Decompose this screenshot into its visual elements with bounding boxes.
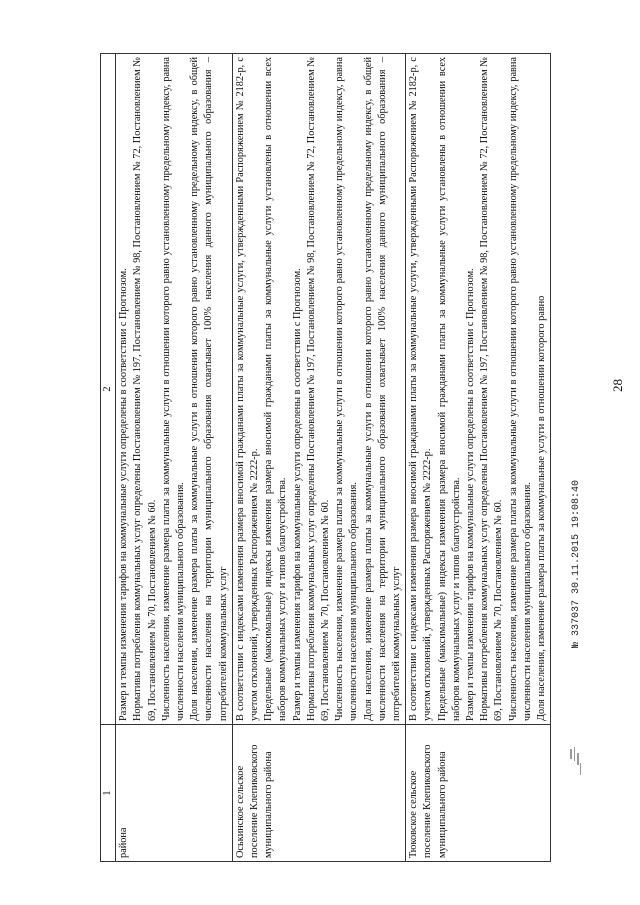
column-header-1: 1 [101,725,116,862]
row-paragraph: Нормативы потребления коммунальных услуг определены Постановлением № 197, Постановлением № 98, Постановлением № 72, Постановлением № 69, Постановлением № 70, Постановлением № 60. [305,57,332,721]
row-paragraph: Размер и темпы изменения тарифов на коммунальные услуги определены в соответствии с Прогнозом. [291,268,303,721]
faint-seal-mark [568,745,584,781]
row-paragraph: Предельные (максимальные) индексы изменения размера вносимой гражданами платы за коммунальные услуги установлены в отношении всех наборов коммунальных услуг и типов благоустройства. [436,57,462,721]
page-number: 28 [610,379,625,392]
row-paragraph: Нормативы потребления коммунальных услуг определены Постановлением № 197, Постановлением № 98, Постановлением № 72, Постановлением № 69, Постановлением № 70, Постановлением № 60. [132,57,158,721]
row-paragraph: Доля населения, изменение размера платы за коммунальные услуги в отношении которого равно установленному предельному индексу, в общей численности населения на территории муниципального образования охватывает 100% населения данного муниципального образования – потребителей коммунальных услуг [362,57,403,721]
row-content [116,54,233,725]
column-header-2: 2 [101,54,116,725]
municipality-name: Тюковское сельское поселение Клепиковского муниципального района [406,725,551,862]
table-header-row [101,54,116,862]
row-content [232,54,405,725]
rotated-table-container [100,54,562,862]
row-paragraph: Нормативы потребления коммунальных услуг определены Постановлением № 197, Постановлением № 98, Постановлением № 72, Постановлением № 69, Постановлением № 70, Постановлением № 60. [479,57,505,721]
row-paragraph: Численность населения, изменение размера платы за коммунальные услуги в отношении которого равно установленному предельному индексу, равна численности населения муниципального образования. [507,57,533,721]
row-paragraph: Размер и темпы изменения тарифов на коммунальные услуги определены в соответствии с Прогнозом. [118,268,130,721]
municipality-name: Оськинское сельское поселение Клепиковского муниципального района [232,725,405,862]
row-paragraph: Предельные (максимальные) индексы изменения размера вносимой гражданами платы за коммунальные услуги установлены в отношении всех наборов коммунальных услуг и типов благоустройства. [263,57,289,721]
table-row [406,54,551,862]
row-paragraph: Доля населения, изменение размера платы за коммунальные услуги в отношении которого равно [536,295,548,721]
municipality-name: района [116,725,233,862]
table-row [232,54,405,862]
table-row [116,54,233,862]
row-paragraph: В соответствии с индексами изменения размера вносимой гражданами платы за коммунальные услуги, утвержденными Распоряжением № 2182-р, с учетом отклонений, утвержденных Распоряжением № 2222-р. [234,57,261,721]
document-table [100,53,551,862]
row-paragraph: Численность населения, изменение размера платы за коммунальные услуги в отношении которого равно установленному предельному индексу, равна численности населения муниципального образования. [334,57,360,721]
row-paragraph: Численность населения, изменение размера платы за коммунальные услуги в отношении которого равно установленному предельному индексу, равна численности населения муниципального образования. [160,57,187,721]
row-paragraph: В соответствии с индексами изменения размера вносимой гражданами платы за коммунальные услуги, утвержденными Распоряжением № 2182-р, с учетом отклонений, утвержденных Распоряжением № 2222-р. [408,57,434,721]
row-content [406,54,551,725]
document-registration-stamp: № 337037 30.11.2015 19:08:40 [571,479,582,648]
row-paragraph: Размер и темпы изменения тарифов на коммунальные услуги определены в соответствии с Прогнозом. [465,268,477,721]
row-paragraph: Доля населения, изменение размера платы за коммунальные услуги в отношении которого равно установленному предельному индексу, в общей численности населения на территории муниципального образования охватывает 100% населения данного муниципального образования – потребителей коммунальных услуг [189,57,229,721]
